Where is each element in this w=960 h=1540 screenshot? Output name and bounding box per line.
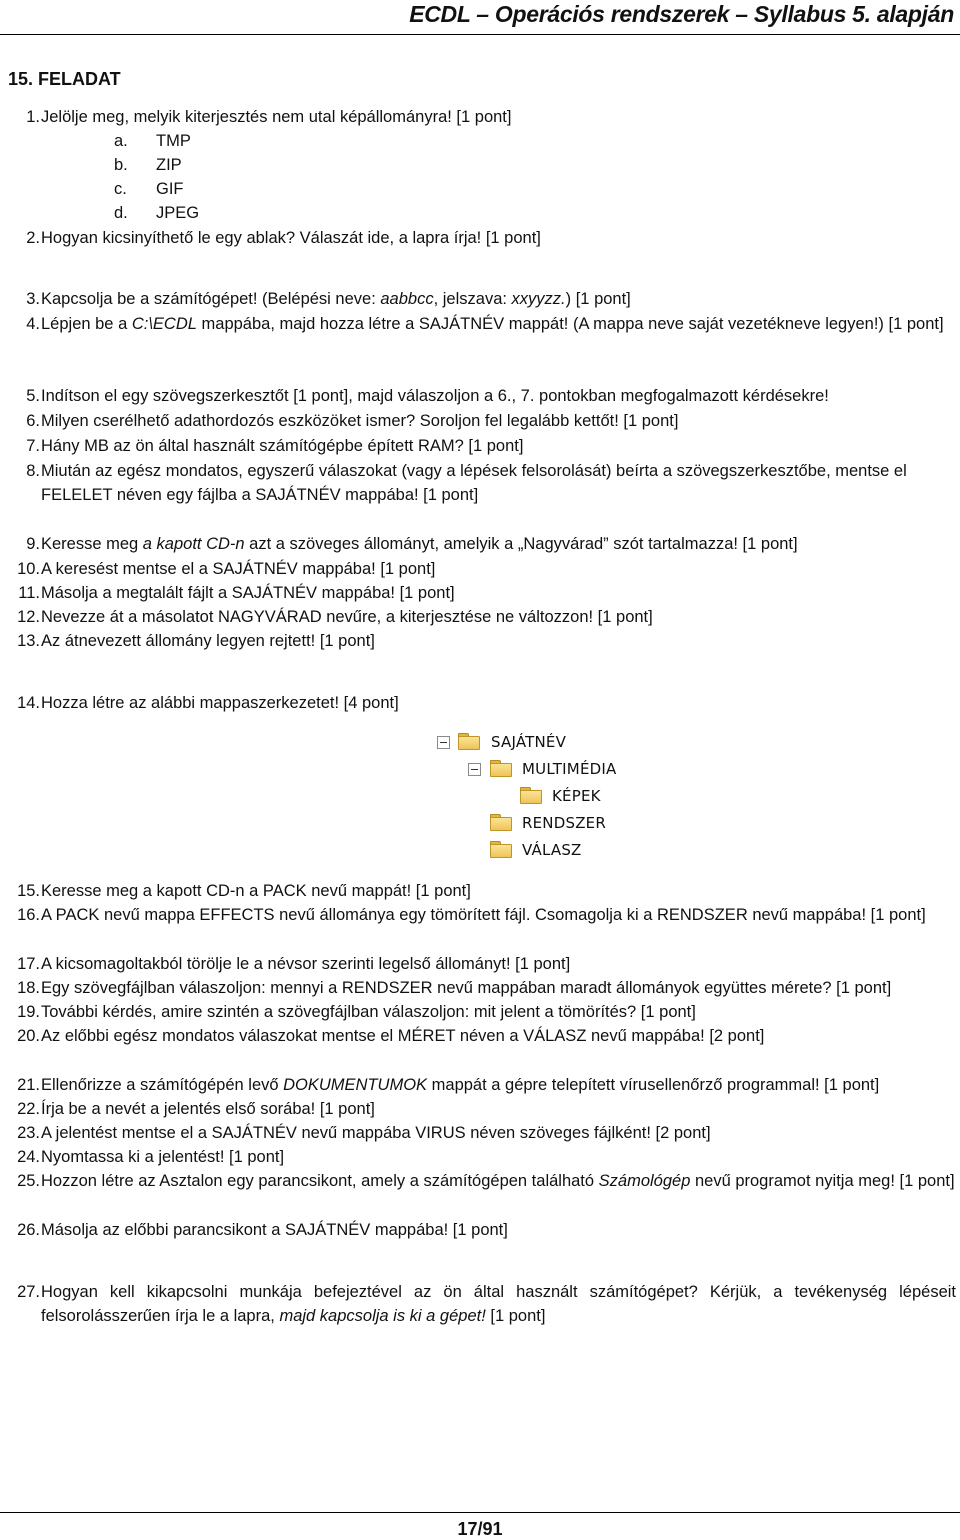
question-number: 23. (17, 1124, 40, 1142)
question-text: Keresse meg a kapott CD-n a PACK nevű mappát! [1 pont] (41, 882, 471, 900)
question-text: Indítson el egy szövegszerkesztőt [1 pont], majd válaszoljon a 6., 7. pontokban megfogalmazott kérdésekre! (41, 387, 829, 405)
question-number: 6. (26, 412, 40, 430)
question-number: 25. (17, 1172, 40, 1190)
question-number: 20. (17, 1027, 40, 1045)
tree-node-sajatnev[interactable] (434, 729, 604, 755)
question-number: 4. (26, 315, 40, 333)
login-name: aabbcc (380, 290, 434, 308)
question-number: 5. (26, 387, 40, 405)
question-number: 18. (17, 979, 40, 997)
question-number: 12. (17, 608, 40, 626)
question-number: 14. (17, 694, 40, 712)
question-number: 26. (17, 1221, 40, 1239)
question-number: 1. (26, 108, 40, 126)
question-text: Nevezze át a másolatot NAGYVÁRAD nevűre, a kiterjesztése ne változzon! [1 pont] (41, 608, 653, 626)
question-text: Az átnevezett állomány legyen rejtett! [1 pont] (41, 632, 375, 650)
question-number: 7. (26, 437, 40, 455)
option-letter: d. (114, 204, 128, 222)
question-text: Milyen cserélhető adathordozós eszközöket ismer? Soroljon fel legalább kettőt! [1 pont] (41, 412, 679, 430)
header-rule (0, 34, 960, 35)
question-number: 27. (17, 1283, 40, 1301)
folder-icon (490, 841, 512, 858)
question-text: Ellenőrizze a számítógépén levő DOKUMENTUMOK mappát a gépre telepített vírusellenőrző programmal! [1 pont] (41, 1076, 880, 1094)
collapse-icon[interactable] (468, 763, 481, 776)
question-text: Hozzon létre az Asztalon egy parancsikont, amely a számítógépen található Számológép nevű programot nyitja meg! [1 pont] (41, 1172, 955, 1190)
folder-label: VÁLASZ (522, 841, 582, 859)
question-text: Hozza létre az alábbi mappaszerkezetet! [4 pont] (41, 694, 399, 712)
question-number: 19. (17, 1003, 40, 1021)
option-text: TMP (156, 132, 191, 150)
page-number: 17/91 (457, 1519, 503, 1539)
question-number: 21. (17, 1076, 40, 1094)
question-number: 9. (26, 535, 40, 553)
question-text: A kicsomagoltakból törölje le a névsor szerinti legelső állományt! [1 pont] (41, 955, 571, 973)
question-text: A PACK nevű mappa EFFECTS nevű állománya egy tömörített fájl. Csomagolja ki a RENDSZER nevű mappába! [1 pont] (41, 906, 926, 924)
task-title: 15. FELADAT (8, 69, 121, 89)
question-number: 15. (17, 882, 40, 900)
question-number: 3. (26, 290, 40, 308)
tree-node-valasz[interactable] (434, 837, 604, 863)
question-number: 17. (17, 955, 40, 973)
question-text: Jelölje meg, melyik kiterjesztés nem utal képállományra! [1 pont] (41, 108, 512, 126)
question-number: 11. (18, 584, 40, 602)
question-text: Lépjen be a C:\ECDL mappába, majd hozza létre a SAJÁTNÉV mappát! (A mappa neve saját vezetékneve legyen!) [1 pont] (41, 315, 944, 333)
question-number: 24. (17, 1148, 40, 1166)
question-text: Hány MB az ön által használt számítógépbe épített RAM? [1 pont] (41, 437, 524, 455)
question-text: Másolja a megtalált fájlt a SAJÁTNÉV mappába! [1 pont] (41, 584, 455, 602)
question-number: 2. (26, 229, 40, 247)
question-text: Hogyan kell kikapcsolni munkája befejeztével az ön által használt számítógépet? Kérjük, a tevékenység lépéseit felsorolásszerűen írja le a lapra, majd kapcsolja is ki a gépet! [1 pont] (41, 1283, 956, 1325)
option-letter: a. (114, 132, 128, 150)
folder-icon (490, 760, 512, 777)
folder-tree (434, 727, 617, 863)
option-b (114, 153, 182, 177)
question-text: Az előbbi egész mondatos válaszokat mentse el MÉRET néven a VÁLASZ nevű mappába! [2 pont] (41, 1027, 765, 1045)
question-number: 22. (17, 1100, 40, 1118)
collapse-icon[interactable] (437, 736, 450, 749)
footer-rule (0, 1512, 960, 1513)
question-number: 16. (17, 906, 40, 924)
question-text: Hogyan kicsinyíthető le egy ablak? Válaszát ide, a lapra írja! [1 pont] (41, 229, 541, 247)
question-text: Egy szövegfájlban válaszoljon: mennyi a RENDSZER nevű mappában maradt állományok együttes mérete? [1 pont] (41, 979, 892, 997)
folder-label: KÉPEK (552, 787, 601, 805)
question-number: 8. (26, 462, 40, 480)
folder-icon (520, 787, 542, 804)
question-text: A jelentést mentse el a SAJÁTNÉV nevű mappába VIRUS néven szöveges fájlként! [2 pont] (41, 1124, 711, 1142)
question-text: Miután az egész mondatos, egyszerű válaszokat (vagy a lépések felsorolását) beírta a szövegszerkesztőbe, mentse el FELELET néven egy fájlba a SAJÁTNÉV mappába! [1 pont] (41, 462, 907, 504)
option-text: JPEG (156, 204, 200, 222)
question-text: Írja be a nevét a jelentés első sorába! [1 pont] (41, 1100, 375, 1118)
folder-label: RENDSZER (522, 814, 606, 832)
option-letter: c. (114, 180, 127, 198)
question-number: 13. (17, 632, 40, 650)
question-text: Nyomtassa ki a jelentést! [1 pont] (41, 1148, 285, 1166)
option-letter: b. (114, 156, 128, 174)
question-text: Kapcsolja be a számítógépet! (Belépési neve: aabbcc, jelszava: xxyyzz.) [1 pont] (41, 290, 631, 308)
option-d (114, 201, 199, 225)
folder-label: SAJÁTNÉV (491, 733, 567, 751)
folder-path: C:\ECDL (131, 315, 197, 333)
folder-label: MULTIMÉDIA (522, 760, 617, 778)
page-header (0, 0, 960, 40)
header-title: ECDL – Operációs rendszerek – Syllabus 5. alapján (409, 1, 954, 27)
option-text: ZIP (156, 156, 182, 174)
option-c (114, 177, 184, 201)
tree-node-rendszer[interactable] (434, 810, 604, 836)
question-text: A keresést mentse el a SAJÁTNÉV mappába! [1 pont] (41, 560, 436, 578)
option-text: GIF (156, 180, 184, 198)
question-text: További kérdés, amire szintén a szövegfájlban válaszoljon: mit jelent a tömörítés? [1 pont] (41, 1003, 696, 1021)
folder-icon (490, 814, 512, 831)
question-number: 10. (17, 560, 40, 578)
tree-node-kepek[interactable] (434, 783, 604, 809)
question-text: Keresse meg a kapott CD-n azt a szöveges állományt, amelyik a „Nagyvárad” szót tartalmazza! [1 pont] (41, 535, 798, 553)
password: xxyyzz. (511, 290, 566, 308)
question-text: Másolja az előbbi parancsikont a SAJÁTNÉV mappába! [1 pont] (41, 1221, 508, 1239)
tree-node-multimedia[interactable] (434, 756, 617, 782)
folder-icon (458, 733, 480, 750)
option-a (114, 129, 191, 153)
